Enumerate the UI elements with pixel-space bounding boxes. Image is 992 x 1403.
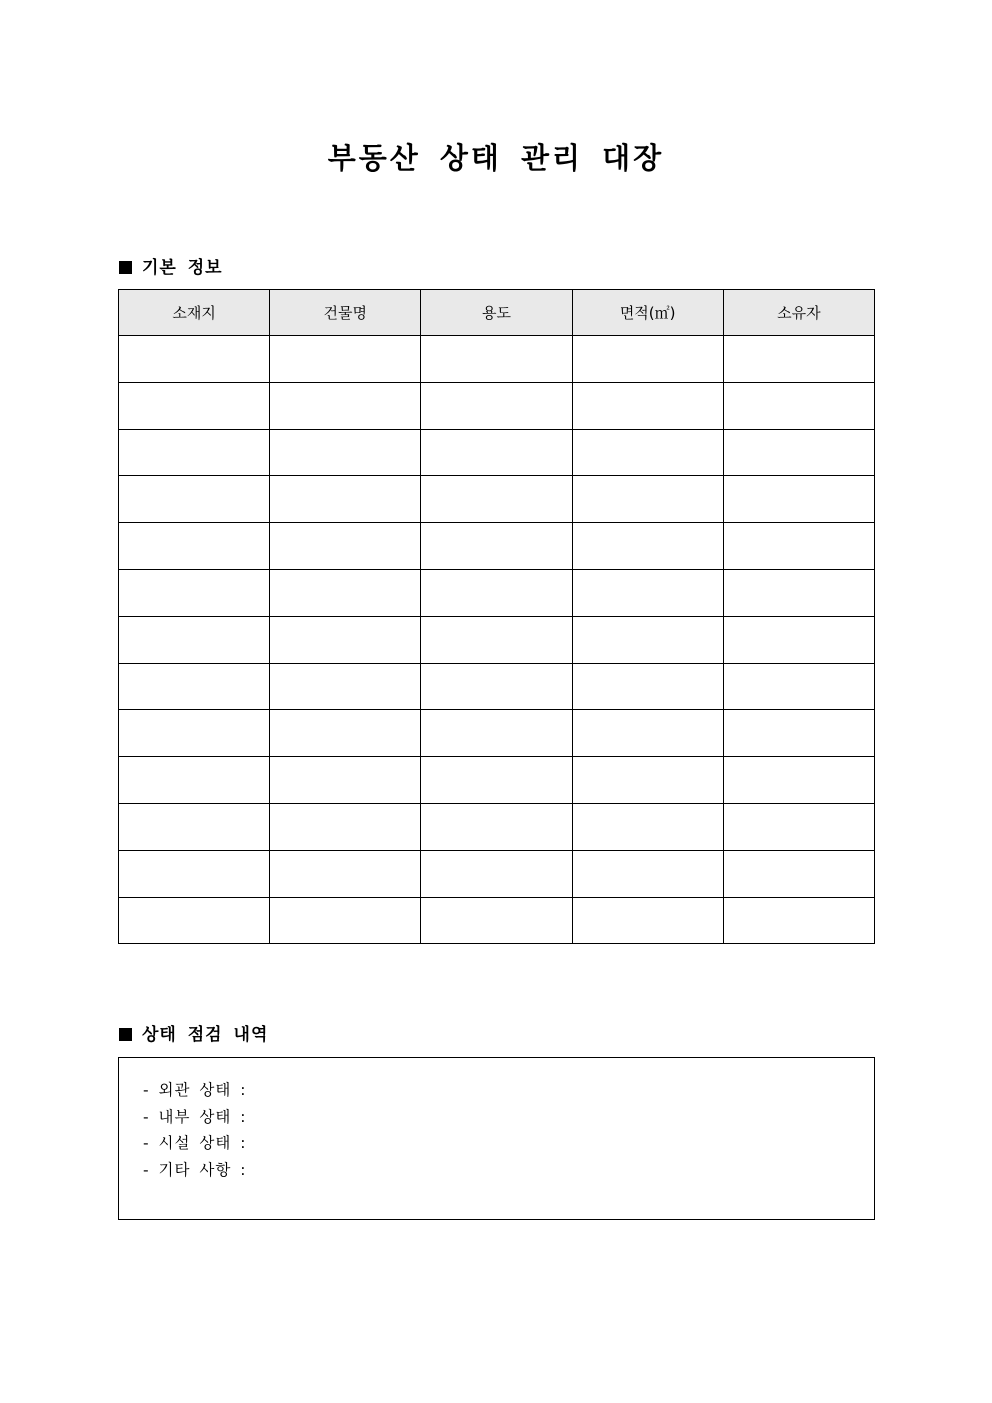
cell-area[interactable] xyxy=(572,757,723,804)
cell-area[interactable] xyxy=(572,803,723,850)
cell-location[interactable] xyxy=(119,382,270,429)
cell-owner[interactable] xyxy=(723,710,874,757)
inspection-item-exterior[interactable]: - 외관 상태 : xyxy=(143,1081,247,1099)
cell-building-name[interactable] xyxy=(270,382,421,429)
cell-location[interactable] xyxy=(119,803,270,850)
cell-location[interactable] xyxy=(119,429,270,476)
inspection-heading-label: 상태 점검 내역 xyxy=(142,1025,269,1045)
cell-location[interactable] xyxy=(119,476,270,523)
cell-building-name[interactable] xyxy=(270,476,421,523)
inspection-item-other[interactable]: - 기타 사항 : xyxy=(143,1160,247,1179)
inspection-item-facility[interactable]: - 시설 상태 : xyxy=(143,1134,247,1152)
cell-building-name[interactable] xyxy=(270,850,421,897)
cell-usage[interactable] xyxy=(421,476,572,523)
cell-owner[interactable] xyxy=(723,803,874,850)
table-row xyxy=(119,476,875,523)
cell-area[interactable] xyxy=(572,663,723,710)
column-header-building-name: 건물명 xyxy=(270,290,421,336)
inspection-box xyxy=(118,1057,875,1220)
inspection-heading xyxy=(119,1020,268,1045)
table-row xyxy=(119,569,875,616)
table-row xyxy=(119,897,875,944)
column-header-owner: 소유자 xyxy=(723,290,874,336)
cell-usage[interactable] xyxy=(421,663,572,710)
cell-building-name[interactable] xyxy=(270,523,421,570)
cell-owner[interactable] xyxy=(723,429,874,476)
column-header-area: 면적(㎡) xyxy=(572,290,723,336)
table-row xyxy=(119,710,875,757)
table-row xyxy=(119,663,875,710)
cell-location[interactable] xyxy=(119,523,270,570)
table-row xyxy=(119,336,875,383)
table-row xyxy=(119,616,875,663)
cell-usage[interactable] xyxy=(421,803,572,850)
cell-usage[interactable] xyxy=(421,710,572,757)
table-row xyxy=(119,803,875,850)
table-row xyxy=(119,523,875,570)
cell-usage[interactable] xyxy=(421,382,572,429)
cell-location[interactable] xyxy=(119,336,270,383)
cell-usage[interactable] xyxy=(421,523,572,570)
cell-owner[interactable] xyxy=(723,382,874,429)
cell-area[interactable] xyxy=(572,523,723,570)
table-body xyxy=(119,336,875,944)
cell-building-name[interactable] xyxy=(270,616,421,663)
cell-owner[interactable] xyxy=(723,850,874,897)
cell-location[interactable] xyxy=(119,850,270,897)
basic-info-heading xyxy=(119,253,223,278)
cell-area[interactable] xyxy=(572,382,723,429)
cell-owner[interactable] xyxy=(723,523,874,570)
cell-location[interactable] xyxy=(119,897,270,944)
basic-info-table xyxy=(118,289,875,944)
cell-usage[interactable] xyxy=(421,897,572,944)
cell-location[interactable] xyxy=(119,710,270,757)
inspection-list xyxy=(119,1058,874,1183)
document-title: 부동산 상태 관리 대장 xyxy=(327,141,665,175)
cell-owner[interactable] xyxy=(723,476,874,523)
cell-building-name[interactable] xyxy=(270,803,421,850)
cell-building-name[interactable] xyxy=(270,757,421,804)
table-row xyxy=(119,429,875,476)
cell-location[interactable] xyxy=(119,663,270,710)
table-row xyxy=(119,382,875,429)
cell-area[interactable] xyxy=(572,897,723,944)
cell-building-name[interactable] xyxy=(270,569,421,616)
cell-location[interactable] xyxy=(119,569,270,616)
cell-usage[interactable] xyxy=(421,569,572,616)
cell-owner[interactable] xyxy=(723,336,874,383)
cell-area[interactable] xyxy=(572,429,723,476)
cell-area[interactable] xyxy=(572,710,723,757)
square-bullet-icon xyxy=(119,1028,132,1041)
cell-building-name[interactable] xyxy=(270,429,421,476)
cell-building-name[interactable] xyxy=(270,897,421,944)
cell-area[interactable] xyxy=(572,476,723,523)
cell-usage[interactable] xyxy=(421,616,572,663)
cell-usage[interactable] xyxy=(421,336,572,383)
square-bullet-icon xyxy=(119,261,132,274)
cell-location[interactable] xyxy=(119,757,270,804)
cell-area[interactable] xyxy=(572,336,723,383)
basic-info-heading-label: 기본 정보 xyxy=(142,258,223,278)
cell-owner[interactable] xyxy=(723,569,874,616)
cell-usage[interactable] xyxy=(421,429,572,476)
cell-owner[interactable] xyxy=(723,663,874,710)
cell-location[interactable] xyxy=(119,616,270,663)
table-row xyxy=(119,850,875,897)
cell-area[interactable] xyxy=(572,616,723,663)
inspection-item-interior[interactable]: - 내부 상태 : xyxy=(143,1107,247,1126)
cell-owner[interactable] xyxy=(723,616,874,663)
cell-usage[interactable] xyxy=(421,850,572,897)
cell-area[interactable] xyxy=(572,569,723,616)
cell-building-name[interactable] xyxy=(270,336,421,383)
table-header-row xyxy=(119,290,875,336)
cell-usage[interactable] xyxy=(421,757,572,804)
table-row xyxy=(119,757,875,804)
column-header-usage: 용도 xyxy=(421,290,572,336)
column-header-location: 소재지 xyxy=(119,290,270,336)
cell-building-name[interactable] xyxy=(270,710,421,757)
cell-owner[interactable] xyxy=(723,757,874,804)
cell-area[interactable] xyxy=(572,850,723,897)
cell-owner[interactable] xyxy=(723,897,874,944)
cell-building-name[interactable] xyxy=(270,663,421,710)
